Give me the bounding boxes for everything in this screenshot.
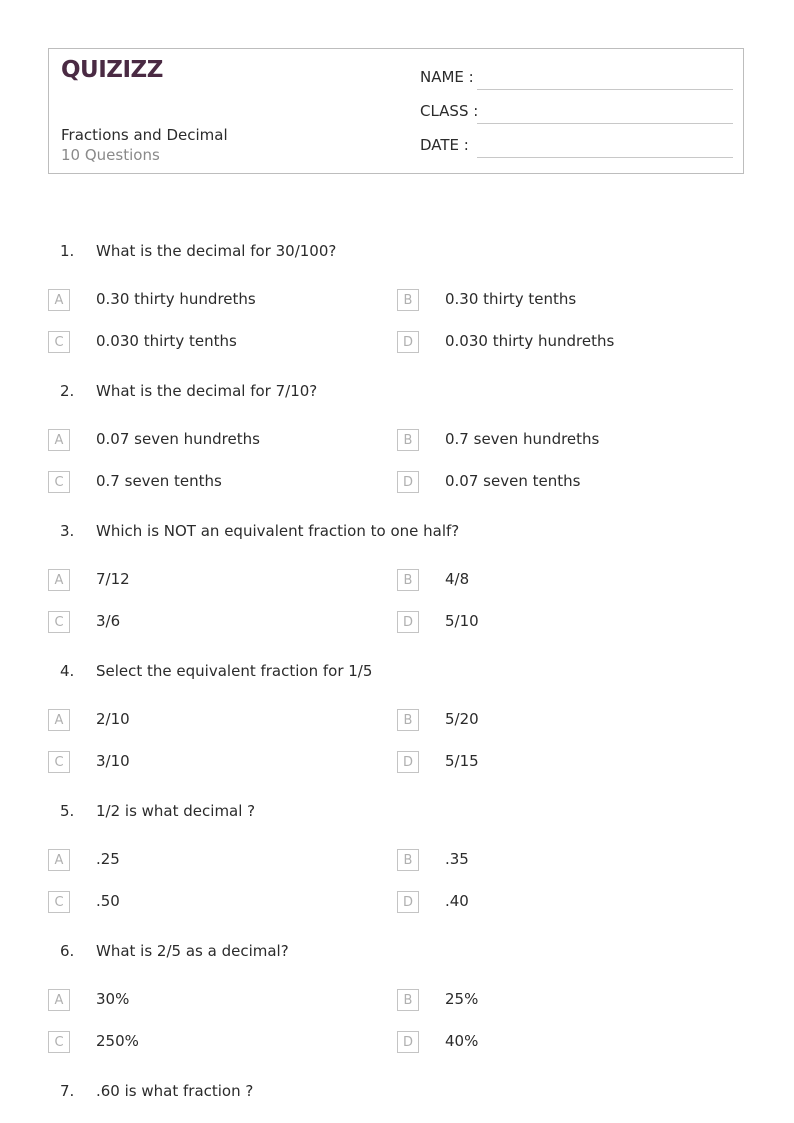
- option-text: 0.07 seven hundreths: [96, 430, 260, 448]
- option-box-c[interactable]: C: [48, 331, 70, 353]
- option-text: 3/6: [96, 612, 121, 630]
- option-text: 0.7 seven hundreths: [445, 430, 600, 448]
- option-box-a[interactable]: A: [48, 989, 70, 1011]
- question-number: 7.: [60, 1082, 75, 1100]
- worksheet-title: Fractions and Decimal: [61, 126, 228, 144]
- option-box-d[interactable]: D: [397, 1031, 419, 1053]
- question-number: 6.: [60, 942, 75, 960]
- option-box-b[interactable]: B: [397, 289, 419, 311]
- option-box-d[interactable]: D: [397, 751, 419, 773]
- option-box-c[interactable]: C: [48, 471, 70, 493]
- question-text: .60 is what fraction ?: [96, 1082, 254, 1100]
- option-box-a[interactable]: A: [48, 569, 70, 591]
- option-text: .40: [445, 892, 469, 910]
- question-text: What is the decimal for 7/10?: [96, 382, 318, 400]
- option-box-a[interactable]: A: [48, 429, 70, 451]
- question-text: 1/2 is what decimal ?: [96, 802, 256, 820]
- option-box-c[interactable]: C: [48, 891, 70, 913]
- option-text: 3/10: [96, 752, 130, 770]
- option-text: 0.07 seven tenths: [445, 472, 581, 490]
- option-box-b[interactable]: B: [397, 429, 419, 451]
- class-label: CLASS :: [420, 102, 479, 120]
- option-box-b[interactable]: B: [397, 709, 419, 731]
- option-text: 5/10: [445, 612, 479, 630]
- option-text: 250%: [96, 1032, 139, 1050]
- quizizz-logo: QUIZIZZ: [61, 57, 163, 83]
- question-number: 2.: [60, 382, 75, 400]
- option-box-b[interactable]: B: [397, 989, 419, 1011]
- class-line[interactable]: [477, 123, 733, 124]
- option-text: 25%: [445, 990, 479, 1008]
- date-label: DATE :: [420, 136, 469, 154]
- option-text: 7/12: [96, 570, 130, 588]
- option-text: .50: [96, 892, 120, 910]
- option-box-d[interactable]: D: [397, 891, 419, 913]
- option-box-d[interactable]: D: [397, 331, 419, 353]
- option-text: 5/20: [445, 710, 479, 728]
- name-line[interactable]: [477, 89, 733, 90]
- question-number: 1.: [60, 242, 75, 260]
- option-text: .25: [96, 850, 120, 868]
- option-text: 0.030 thirty tenths: [96, 332, 237, 350]
- question-text: What is 2/5 as a decimal?: [96, 942, 289, 960]
- option-text: 2/10: [96, 710, 130, 728]
- question-number: 5.: [60, 802, 75, 820]
- question-text: What is the decimal for 30/100?: [96, 242, 337, 260]
- option-box-c[interactable]: C: [48, 611, 70, 633]
- option-text: 40%: [445, 1032, 479, 1050]
- question-text: Select the equivalent fraction for 1/5: [96, 662, 373, 680]
- option-text: 5/15: [445, 752, 479, 770]
- option-box-a[interactable]: A: [48, 849, 70, 871]
- option-box-b[interactable]: B: [397, 569, 419, 591]
- option-text: 4/8: [445, 570, 470, 588]
- option-text: 0.30 thirty hundreths: [96, 290, 256, 308]
- option-text: 30%: [96, 990, 130, 1008]
- question-number: 3.: [60, 522, 75, 540]
- option-box-d[interactable]: D: [397, 611, 419, 633]
- option-text: 0.7 seven tenths: [96, 472, 222, 490]
- question-count: 10 Questions: [61, 146, 160, 164]
- option-box-c[interactable]: C: [48, 751, 70, 773]
- option-box-a[interactable]: A: [48, 289, 70, 311]
- option-box-a[interactable]: A: [48, 709, 70, 731]
- question-text: Which is NOT an equivalent fraction to one half?: [96, 522, 460, 540]
- question-number: 4.: [60, 662, 75, 680]
- option-text: .35: [445, 850, 469, 868]
- option-text: 0.30 thirty tenths: [445, 290, 577, 308]
- name-label: NAME :: [420, 68, 474, 86]
- option-box-b[interactable]: B: [397, 849, 419, 871]
- option-box-d[interactable]: D: [397, 471, 419, 493]
- option-text: 0.030 thirty hundreths: [445, 332, 615, 350]
- option-box-c[interactable]: C: [48, 1031, 70, 1053]
- date-line[interactable]: [477, 157, 733, 158]
